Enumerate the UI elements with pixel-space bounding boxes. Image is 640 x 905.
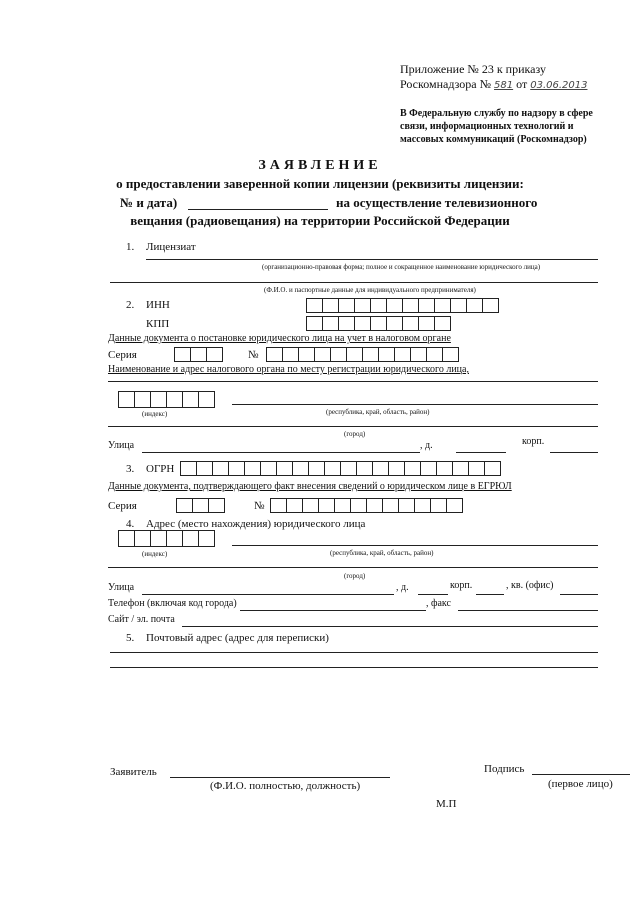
number-cell[interactable] — [410, 347, 427, 362]
ogrn-cell[interactable] — [180, 461, 197, 476]
tax-house-label: , д. — [420, 440, 433, 451]
egrul-series-label: Серия — [108, 500, 137, 512]
index-cell[interactable] — [166, 530, 183, 547]
website-email-label: Сайт / эл. почта — [108, 614, 175, 625]
tax-authority-label: Наименование и адрес налогового органа по месту регистрации юридического лица, — [108, 364, 469, 375]
ogrn-cell[interactable] — [276, 461, 293, 476]
index-cell[interactable] — [134, 530, 151, 547]
phone-label: Телефон (включая код города) — [108, 598, 237, 609]
ogrn-cell[interactable] — [372, 461, 389, 476]
index-cell[interactable] — [150, 391, 167, 408]
order-prefix: Роскомнадзора № — [400, 77, 492, 91]
series-cell[interactable] — [192, 498, 209, 513]
number-cell[interactable] — [430, 498, 447, 513]
ogrn-cell[interactable] — [356, 461, 373, 476]
ogrn-cell[interactable] — [324, 461, 341, 476]
number-cell[interactable] — [426, 347, 443, 362]
inn-cell[interactable] — [370, 298, 387, 313]
kpp-cell[interactable] — [306, 316, 323, 331]
ogrn-cell[interactable] — [388, 461, 405, 476]
tax-city-field[interactable] — [108, 426, 598, 427]
fax-field[interactable] — [458, 610, 598, 611]
ogrn-cell[interactable] — [404, 461, 421, 476]
ogrn-cell[interactable] — [308, 461, 325, 476]
number-cell[interactable] — [334, 498, 351, 513]
legal-street-label: Улица — [108, 582, 135, 593]
index-cell[interactable] — [118, 391, 135, 408]
tax-korp-label: корп. — [522, 436, 545, 447]
inn-cell[interactable] — [306, 298, 323, 313]
inn-label: ИНН — [146, 299, 170, 311]
index-cell[interactable] — [198, 391, 215, 408]
appendix-line: Приложение № 23 к приказу — [400, 62, 546, 76]
tax-number-label: № — [248, 349, 259, 361]
title-line-2-end: на осуществление телевизионного — [336, 195, 538, 210]
title-line-1: о предоставлении заверенной копии лицензии (реквизиты лицензии: — [116, 176, 524, 191]
number-cell[interactable] — [398, 498, 415, 513]
kpp-cell[interactable] — [402, 316, 419, 331]
number-cell[interactable] — [346, 347, 363, 362]
number-cell[interactable] — [282, 347, 299, 362]
egrul-doc-label: Данные документа, подтверждающего факт внесения сведений о юридическом лице в ЕГРЮЛ — [108, 481, 512, 492]
index-cell[interactable] — [166, 391, 183, 408]
tax-authority-field[interactable] — [108, 381, 598, 382]
inn-cell[interactable] — [338, 298, 355, 313]
legal-region-field[interactable] — [232, 545, 598, 546]
ogrn-cell[interactable] — [244, 461, 261, 476]
ogrn-cell[interactable] — [452, 461, 469, 476]
number-cell[interactable] — [366, 498, 383, 513]
tax-street-label: Улица — [108, 440, 135, 451]
egrul-series-cells[interactable] — [176, 498, 224, 513]
number-cell[interactable] — [330, 347, 347, 362]
licensee-label: Лицензиат — [146, 241, 196, 253]
legal-street-field[interactable] — [142, 594, 394, 595]
legal-house-field[interactable] — [418, 594, 448, 595]
ogrn-label: ОГРН — [146, 463, 175, 475]
inn-cell[interactable] — [322, 298, 339, 313]
stamp-label: М.П — [436, 798, 457, 810]
number-cell[interactable] — [394, 347, 411, 362]
ogrn-cell[interactable] — [260, 461, 277, 476]
number-cell[interactable] — [382, 498, 399, 513]
tax-series-label: Серия — [108, 349, 137, 361]
addressee-line-3: массовых коммуникаций (Роскомнадзор) — [400, 134, 587, 145]
applicant-name-field[interactable] — [170, 777, 390, 778]
index-cell[interactable] — [134, 391, 151, 408]
number-cell[interactable] — [350, 498, 367, 513]
applicant-label: Заявитель — [110, 766, 157, 778]
series-cell[interactable] — [190, 347, 207, 362]
inn-cell[interactable] — [386, 298, 403, 313]
order-reference — [400, 77, 587, 92]
number-cell[interactable] — [414, 498, 431, 513]
date-prefix: от — [516, 77, 528, 91]
kpp-cell[interactable] — [322, 316, 339, 331]
legal-region-hint: (республика, край, область, район) — [330, 549, 434, 557]
section-2-number: 2. — [126, 299, 135, 311]
postal-address-field-1[interactable] — [110, 652, 598, 653]
egrul-number-cells[interactable] — [270, 498, 462, 513]
postal-address-field-2[interactable] — [110, 667, 598, 668]
tax-region-field[interactable] — [232, 404, 598, 405]
series-cell[interactable] — [208, 498, 225, 513]
legal-house-label: , д. — [396, 582, 409, 593]
legal-office-label: , кв. (офис) — [506, 580, 554, 591]
inn-cell[interactable] — [466, 298, 483, 313]
ogrn-cells[interactable] — [180, 461, 500, 476]
applicant-hint: (Ф.И.О. полностью, должность) — [210, 780, 361, 792]
index-cell[interactable] — [182, 530, 199, 547]
ogrn-cell[interactable] — [228, 461, 245, 476]
order-number: 581 — [494, 80, 514, 91]
section-5-number: 5. — [126, 632, 135, 644]
inn-cell[interactable] — [354, 298, 371, 313]
number-cell[interactable] — [270, 498, 287, 513]
kpp-cell[interactable] — [434, 316, 451, 331]
postal-address-label: Почтовый адрес (адрес для переписки) — [146, 632, 329, 644]
number-cell[interactable] — [446, 498, 463, 513]
signature-hint: (первое лицо) — [548, 778, 613, 790]
number-cell[interactable] — [286, 498, 303, 513]
number-cell[interactable] — [378, 347, 395, 362]
inn-cell[interactable] — [402, 298, 419, 313]
legal-address-label: Адрес (место нахождения) юридического лица — [146, 518, 366, 530]
legal-index-hint: (индекс) — [142, 550, 168, 558]
inn-cell[interactable] — [450, 298, 467, 313]
ogrn-cell[interactable] — [436, 461, 453, 476]
tax-region-hint: (республика, край, область, район) — [326, 408, 430, 416]
number-cell[interactable] — [318, 498, 335, 513]
kpp-cell[interactable] — [418, 316, 435, 331]
number-cell[interactable] — [266, 347, 283, 362]
legal-office-field[interactable] — [560, 594, 598, 595]
index-cell[interactable] — [150, 530, 167, 547]
kpp-label: КПП — [146, 318, 170, 330]
title-line-3: вещания (радиовещания) на территории Российской Федерации — [130, 213, 510, 228]
index-cell[interactable] — [182, 391, 199, 408]
ogrn-cell[interactable] — [484, 461, 501, 476]
tax-city-hint: (город) — [344, 430, 366, 438]
title-line-2-start: № и дата) — [120, 195, 178, 210]
signature-field[interactable] — [532, 774, 630, 775]
number-cell[interactable] — [298, 347, 315, 362]
tax-house-field[interactable] — [456, 452, 506, 453]
fax-label: , факс — [426, 598, 451, 609]
kpp-cell[interactable] — [338, 316, 355, 331]
order-date: 03.06.2013 — [530, 80, 588, 91]
inn-cell[interactable] — [482, 298, 499, 313]
tax-series-cells[interactable] — [174, 347, 222, 362]
number-cell[interactable] — [302, 498, 319, 513]
licensee-org-field[interactable] — [146, 259, 598, 260]
document-title: ЗАЯВЛЕНИЕ — [258, 158, 382, 173]
section-1-number: 1. — [126, 241, 135, 253]
licensee-person-field[interactable] — [110, 282, 598, 283]
signature-label: Подпись — [484, 763, 525, 775]
ogrn-cell[interactable] — [340, 461, 357, 476]
legal-city-hint: (город) — [344, 572, 366, 580]
ogrn-cell[interactable] — [420, 461, 437, 476]
number-cell[interactable] — [314, 347, 331, 362]
kpp-cell[interactable] — [370, 316, 387, 331]
tax-street-field[interactable] — [142, 452, 420, 453]
legal-index-cells[interactable] — [118, 530, 214, 547]
ogrn-cell[interactable] — [212, 461, 229, 476]
legal-city-field[interactable] — [108, 567, 598, 568]
number-cell[interactable] — [442, 347, 459, 362]
index-cell[interactable] — [118, 530, 135, 547]
series-cell[interactable] — [176, 498, 193, 513]
addressee-line-2: связи, информационных технологий и — [400, 121, 574, 132]
licensee-org-hint: (организационно-правовая форма; полное и сокращенное наименование юридического лица) — [262, 263, 541, 271]
license-details-field[interactable] — [188, 209, 328, 210]
legal-korp-label: корп. — [450, 580, 473, 591]
kpp-cell[interactable] — [354, 316, 371, 331]
licensee-person-hint: (Ф.И.О. и паспортные данные для индивидуального предпринимателя) — [264, 286, 476, 294]
tax-registration-doc-label: Данные документа о постановке юридического лица на учет в налоговом органе — [108, 333, 451, 344]
ogrn-cell[interactable] — [468, 461, 485, 476]
series-cell[interactable] — [206, 347, 223, 362]
kpp-cell[interactable] — [386, 316, 403, 331]
section-4-number: 4. — [126, 518, 135, 530]
addressee-line-1: В Федеральную службу по надзору в сфере — [400, 108, 593, 119]
kpp-cells[interactable] — [306, 316, 450, 331]
inn-cell[interactable] — [418, 298, 435, 313]
inn-cell[interactable] — [434, 298, 451, 313]
ogrn-cell[interactable] — [196, 461, 213, 476]
ogrn-cell[interactable] — [292, 461, 309, 476]
index-cell[interactable] — [198, 530, 215, 547]
inn-cells[interactable] — [306, 298, 498, 313]
legal-korp-field[interactable] — [476, 594, 504, 595]
tax-number-cells[interactable] — [266, 347, 458, 362]
tax-korp-field[interactable] — [550, 452, 598, 453]
tax-index-hint: (индекс) — [142, 410, 168, 418]
tax-index-cells[interactable] — [118, 391, 214, 408]
number-cell[interactable] — [362, 347, 379, 362]
egrul-number-label: № — [254, 500, 265, 512]
section-3-number: 3. — [126, 463, 135, 475]
phone-field[interactable] — [240, 610, 426, 611]
website-email-field[interactable] — [182, 626, 598, 627]
series-cell[interactable] — [174, 347, 191, 362]
